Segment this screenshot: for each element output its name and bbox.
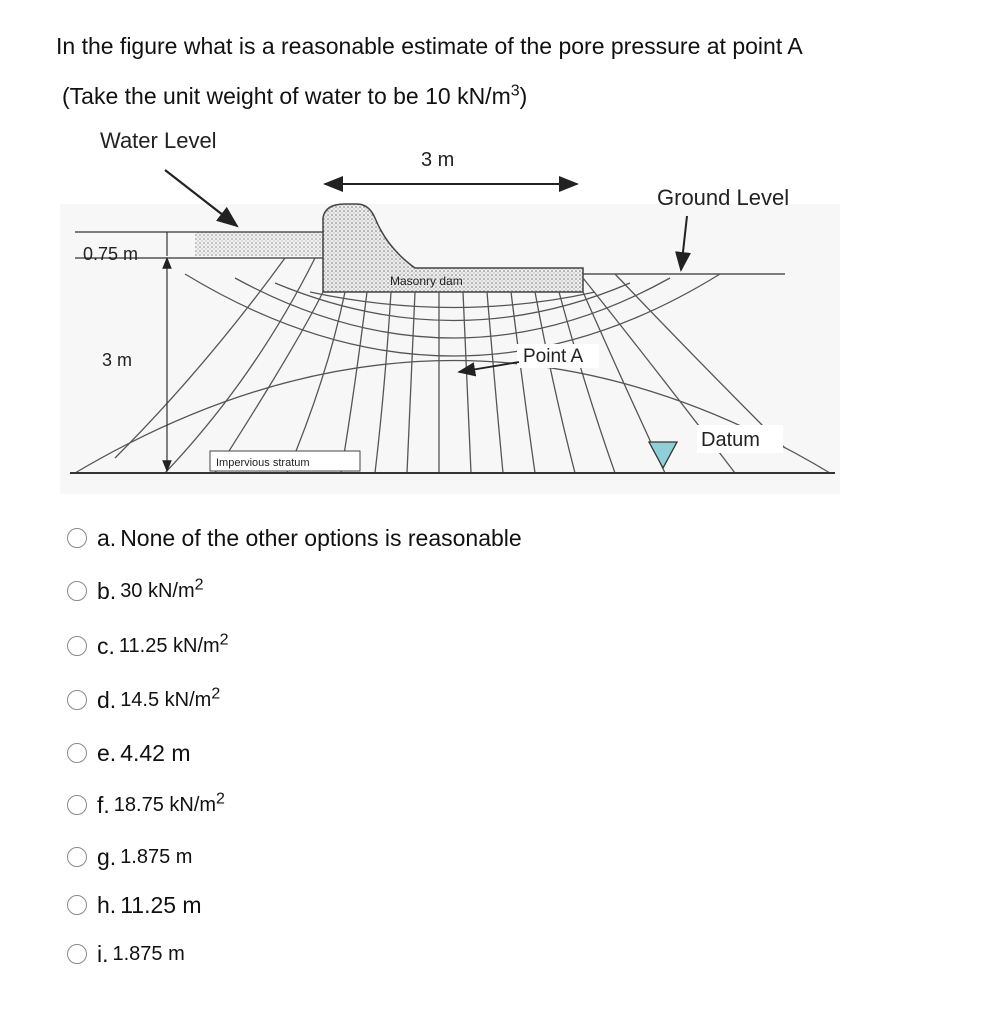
option-letter: b. <box>97 577 117 604</box>
option-letter: i. <box>97 940 109 967</box>
option-value: 1.875 m <box>112 942 185 965</box>
radio-button-g[interactable] <box>67 847 87 867</box>
datum-label: Datum <box>701 429 760 451</box>
option-b[interactable] <box>67 575 204 604</box>
question-line-2: (Take the unit weight of water to be 10 $kN/m^3$) <box>62 82 528 109</box>
option-c[interactable] <box>67 630 229 659</box>
radio-button-f[interactable] <box>67 795 87 815</box>
option-value: 14.5 $kN/m^2$ <box>120 684 221 711</box>
option-letter: g. <box>97 843 117 870</box>
option-letter: a. <box>97 524 117 551</box>
option-value: 11.25 m <box>120 891 202 918</box>
upstream-water <box>195 232 323 256</box>
radio-button-e[interactable] <box>67 743 87 763</box>
option-e[interactable] <box>67 740 191 766</box>
radio-button-a[interactable] <box>67 528 87 548</box>
question-text <box>56 30 803 112</box>
option-letter: e. <box>97 739 117 766</box>
radio-button-i[interactable] <box>67 944 87 964</box>
option-letter: d. <box>97 686 117 713</box>
impervious-stratum-label: Impervious stratum <box>216 457 310 469</box>
option-value: 4.42 m <box>120 739 191 766</box>
question-line-1: In the figure what is a reasonable estimate of the pore pressure at point A <box>56 33 803 59</box>
option-h[interactable] <box>67 892 202 918</box>
flow-net-figure <box>55 118 845 498</box>
head-dimension-label: 0.75 m <box>83 244 139 264</box>
width-dimension-label: 3 m <box>421 149 455 171</box>
option-value: 30 $kN/m^2$ <box>120 575 204 602</box>
masonry-dam-label: Masonry dam <box>390 274 463 288</box>
option-value: 1.875 m <box>120 845 193 868</box>
option-i[interactable] <box>67 941 185 967</box>
radio-button-h[interactable] <box>67 895 87 915</box>
water-level-label: Water Level <box>100 128 217 153</box>
option-letter: h. <box>97 891 117 918</box>
radio-button-c[interactable] <box>67 636 87 656</box>
option-f[interactable] <box>67 789 225 818</box>
option-d[interactable] <box>67 684 221 713</box>
radio-button-b[interactable] <box>67 581 87 601</box>
point-a-label: Point A <box>523 346 584 367</box>
option-letter: f. <box>97 791 110 818</box>
option-value: None of the other options is reasonable <box>120 524 522 551</box>
radio-button-d[interactable] <box>67 690 87 710</box>
option-value: 18.75 $kN/m^2$ <box>113 789 225 816</box>
flow-net-diagram <box>55 118 845 498</box>
depth-dimension-label: 3 m <box>102 350 133 370</box>
option-value: 11.25 $kN/m^2$ <box>118 630 229 657</box>
ground-level-label: Ground Level <box>657 185 790 210</box>
option-letter: c. <box>97 632 115 659</box>
option-g[interactable] <box>67 844 192 870</box>
option-a[interactable] <box>67 525 522 551</box>
